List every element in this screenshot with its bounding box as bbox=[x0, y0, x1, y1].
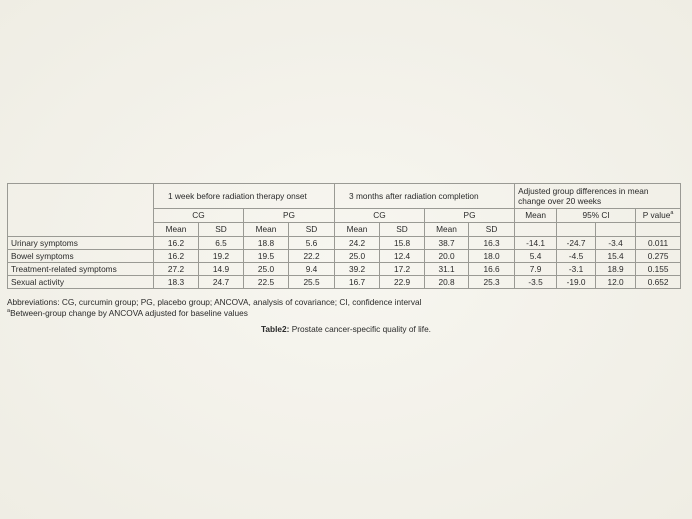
row-label: Sexual activity bbox=[8, 276, 154, 289]
table-cell: 25.0 bbox=[335, 250, 380, 263]
table-cell: 7.9 bbox=[515, 263, 557, 276]
header-row-subgroups bbox=[8, 209, 681, 223]
footnote-a: $^a$Between-group change by ANCOVA adjusted for baseline values bbox=[7, 308, 248, 318]
table-cell: 12.4 bbox=[380, 250, 425, 263]
header-cg-pre: CG bbox=[154, 209, 244, 223]
table-cell: 25.0 bbox=[244, 263, 289, 276]
header-row-groups bbox=[8, 184, 681, 209]
table-cell: 16.3 bbox=[469, 237, 515, 250]
table-row bbox=[8, 263, 681, 276]
table-cell: 24.2 bbox=[335, 237, 380, 250]
header-sd: SD bbox=[289, 223, 335, 237]
caption-text: Prostate cancer-specific quality of life. bbox=[289, 324, 431, 334]
table-cell: 19.2 bbox=[199, 250, 244, 263]
table-caption bbox=[0, 324, 692, 334]
table-cell: 15.8 bbox=[380, 237, 425, 250]
header-mean: Mean bbox=[154, 223, 199, 237]
header-pg-pre: PG bbox=[244, 209, 335, 223]
table-cell: 0.652 bbox=[636, 276, 681, 289]
table-row bbox=[8, 276, 681, 289]
table-cell: 20.8 bbox=[425, 276, 469, 289]
table-cell: 16.6 bbox=[469, 263, 515, 276]
table-cell: 14.9 bbox=[199, 263, 244, 276]
table-cell: 5.6 bbox=[289, 237, 335, 250]
table-cell: -3.5 bbox=[515, 276, 557, 289]
table-cell: 15.4 bbox=[596, 250, 636, 263]
header-mean: Mean bbox=[425, 223, 469, 237]
table-cell: 31.1 bbox=[425, 263, 469, 276]
table-cell: 19.5 bbox=[244, 250, 289, 263]
table-cell: 18.0 bbox=[469, 250, 515, 263]
table-cell: 5.4 bbox=[515, 250, 557, 263]
table-cell: 20.0 bbox=[425, 250, 469, 263]
header-mean: Mean bbox=[244, 223, 289, 237]
table-row bbox=[8, 250, 681, 263]
header-mean-adj: Mean bbox=[515, 209, 557, 223]
header-cg-post: CG bbox=[335, 209, 425, 223]
table-cell: 17.2 bbox=[380, 263, 425, 276]
table-cell: -14.1 bbox=[515, 237, 557, 250]
row-label: Bowel symptoms bbox=[8, 250, 154, 263]
caption-label: Table2: bbox=[260, 324, 290, 334]
abbreviations-note: Abbreviations: CG, curcumin group; PG, placebo group; ANCOVA, analysis of covariance; CI, confidence interval bbox=[7, 297, 422, 307]
header-p-value: P value$^a$ bbox=[636, 209, 681, 223]
table-cell: -4.5 bbox=[557, 250, 596, 263]
header-sd: SD bbox=[199, 223, 244, 237]
table-cell: 18.9 bbox=[596, 263, 636, 276]
table-cell: 9.4 bbox=[289, 263, 335, 276]
header-pre-radiation: 1 week before radiation therapy onset bbox=[154, 184, 335, 209]
table-cell: 6.5 bbox=[199, 237, 244, 250]
table-cell: -19.0 bbox=[557, 276, 596, 289]
table-cell: 25.3 bbox=[469, 276, 515, 289]
header-mean: Mean bbox=[335, 223, 380, 237]
row-label: Treatment-related symptoms bbox=[8, 263, 154, 276]
header-pg-post: PG bbox=[425, 209, 515, 223]
table-cell: 39.2 bbox=[335, 263, 380, 276]
table-cell: 25.5 bbox=[289, 276, 335, 289]
header-blank bbox=[8, 184, 154, 209]
table-cell: 18.3 bbox=[154, 276, 199, 289]
table-cell: 24.7 bbox=[199, 276, 244, 289]
table-cell: -3.1 bbox=[557, 263, 596, 276]
table-row bbox=[8, 237, 681, 250]
table-cell: 22.9 bbox=[380, 276, 425, 289]
table-cell: 0.155 bbox=[636, 263, 681, 276]
table-notes bbox=[7, 297, 683, 319]
table-cell: -24.7 bbox=[557, 237, 596, 250]
table-cell: 16.2 bbox=[154, 237, 199, 250]
table-cell: 27.2 bbox=[154, 263, 199, 276]
header-ci: 95% CI bbox=[557, 209, 636, 223]
quality-of-life-table bbox=[7, 183, 681, 289]
table-cell: 22.5 bbox=[244, 276, 289, 289]
table-cell: 38.7 bbox=[425, 237, 469, 250]
table-cell: 22.2 bbox=[289, 250, 335, 263]
table-cell: 16.2 bbox=[154, 250, 199, 263]
row-label: Urinary symptoms bbox=[8, 237, 154, 250]
table-cell: 16.7 bbox=[335, 276, 380, 289]
table-cell: 0.011 bbox=[636, 237, 681, 250]
header-sd: SD bbox=[380, 223, 425, 237]
table-cell: 18.8 bbox=[244, 237, 289, 250]
header-row-stats bbox=[8, 223, 681, 237]
table-cell: 0.275 bbox=[636, 250, 681, 263]
header-post-radiation: 3 months after radiation completion bbox=[335, 184, 515, 209]
table-cell: -3.4 bbox=[596, 237, 636, 250]
header-adjusted-differences: Adjusted group differences in mean change over 20 weeks bbox=[515, 184, 681, 209]
table-cell: 12.0 bbox=[596, 276, 636, 289]
header-sd: SD bbox=[469, 223, 515, 237]
